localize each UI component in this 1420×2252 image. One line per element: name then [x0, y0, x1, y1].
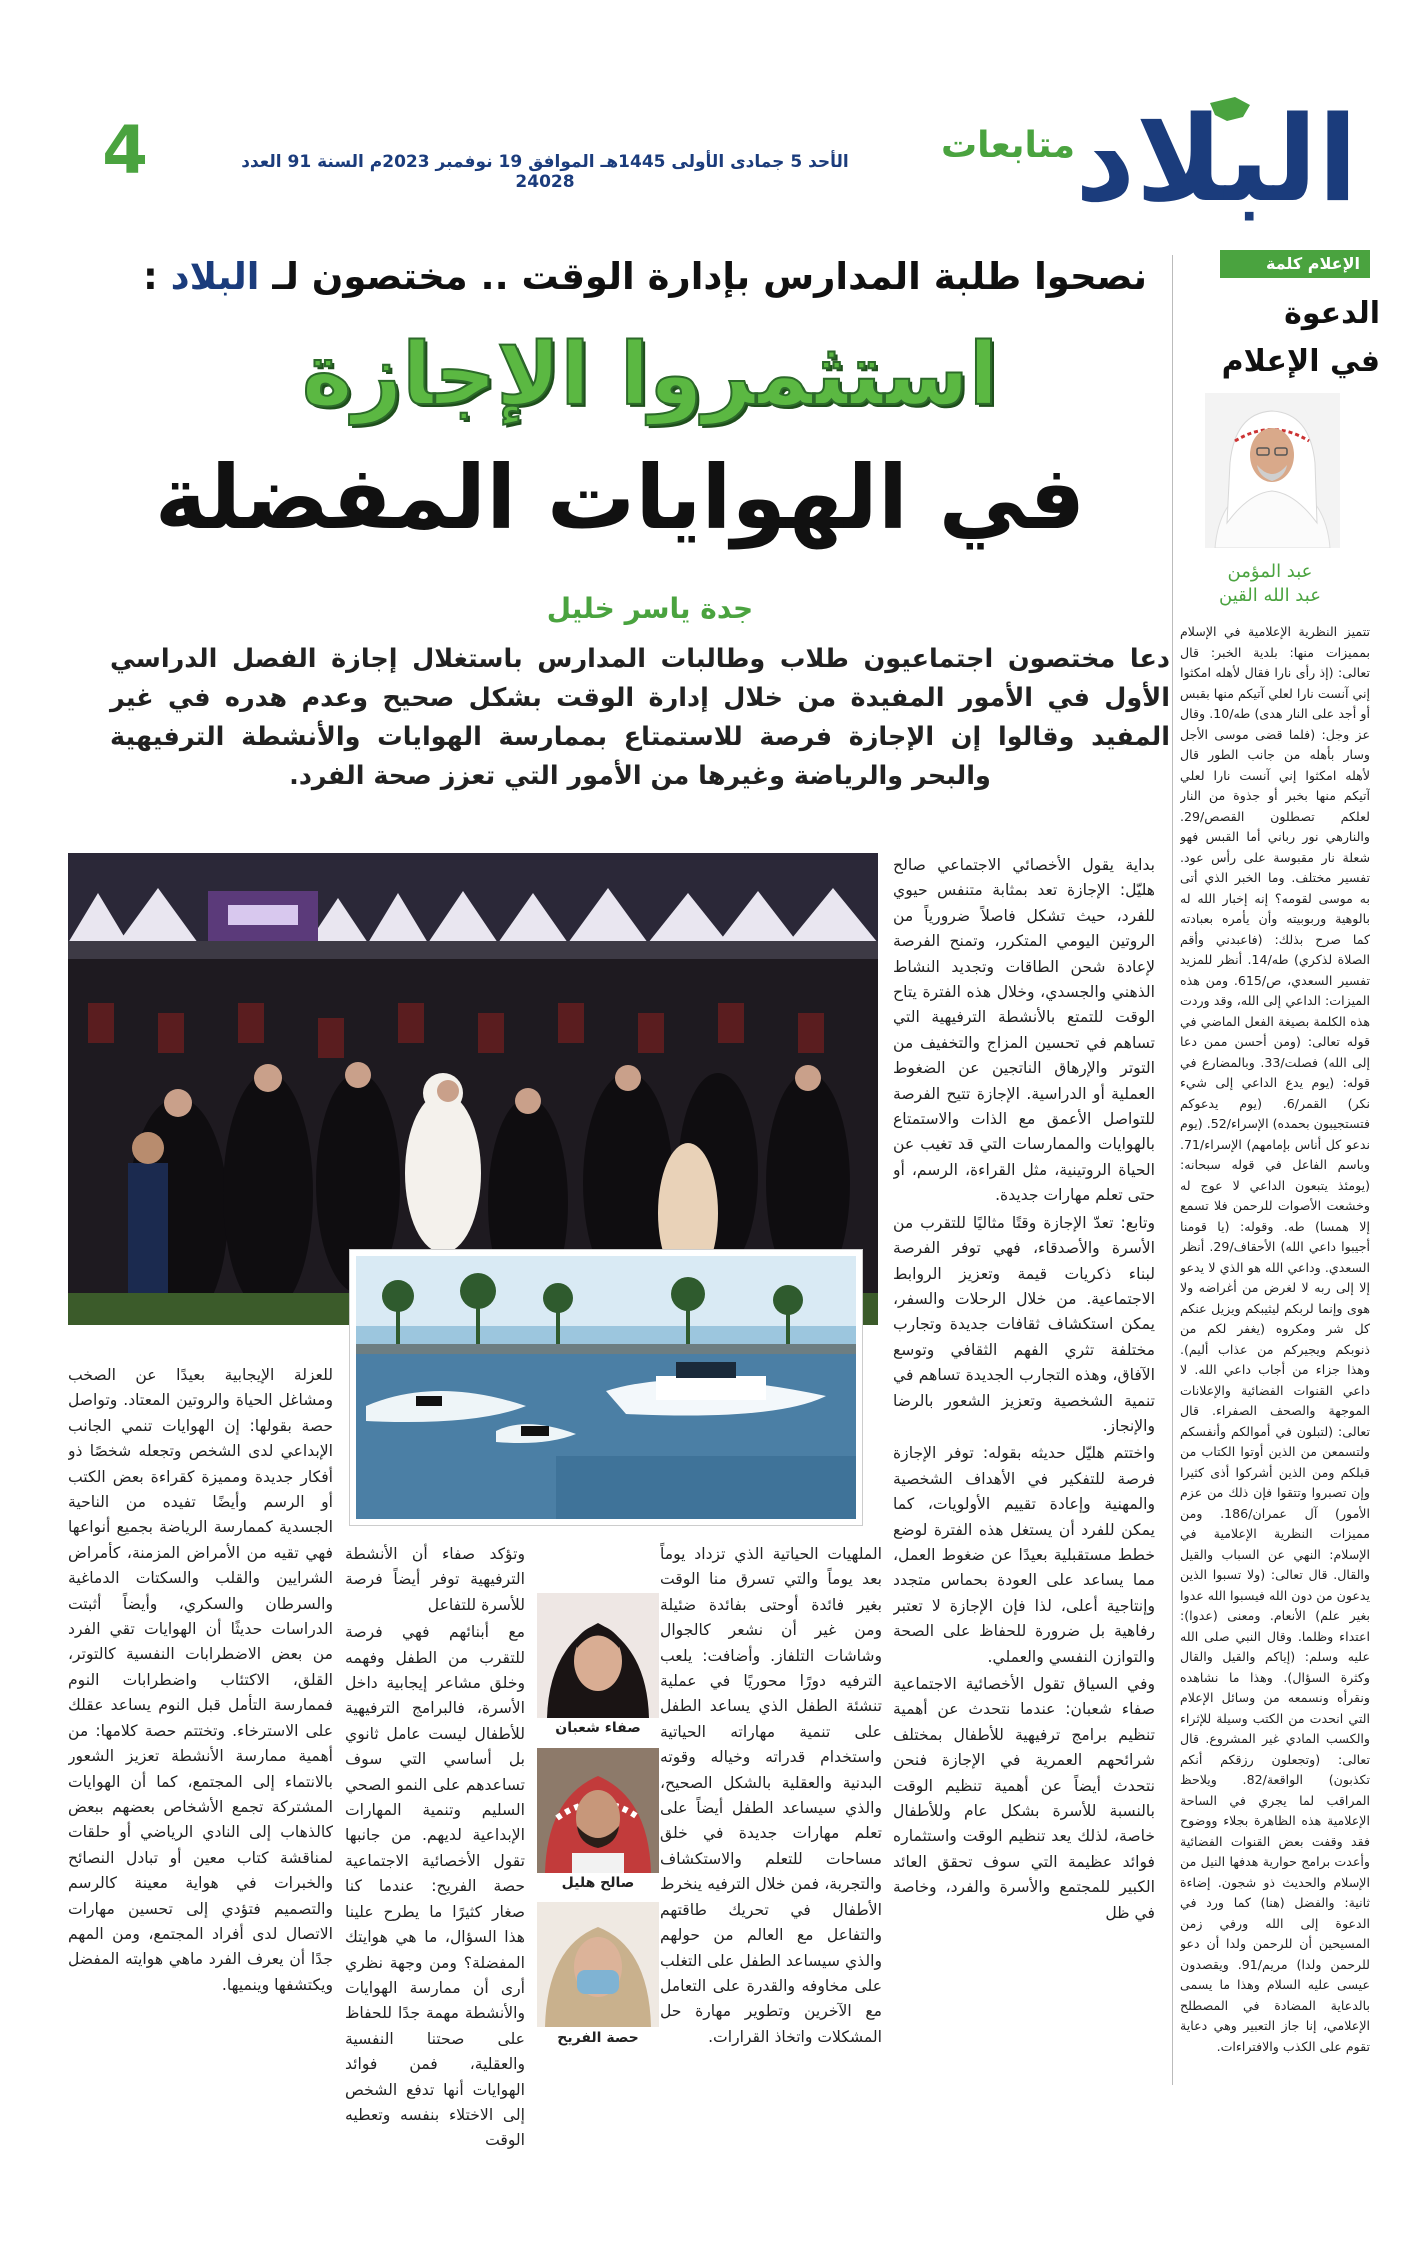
headshot-safaa-shaaban	[537, 1593, 659, 1718]
main-headline-line-1: استثمروا الإجازة	[301, 325, 999, 425]
article-paragraph: وتابع: تعدّ الإجازة وقتًا مثاليًا للتقرب من الأسرة والأصدقاء، فهي توفر الفرصة لبناء ذكريات قيمة وتعزيز الروابط الاجتماعية. من خلال الرحلات والسفر، يمكن استكشاف ثقافات جديدة وتجارب مختلفة تثري الفهم الثقافي وتوسع الآفاق، وهذه التجارب الجديدة تساهم في تنمية الشخصية وتعزيز الشعور بالرضا والإنجاز.	[893, 1213, 1155, 1435]
headshot-hessa-alfuraih	[537, 1902, 659, 2027]
article-paragraph: بداية يقول الأخصائي الاجتماعي صالح هليّل: الإجازة تعد بمثابة متنفس حيوي للفرد، حيث تشكل فاصلاً ضرورياً من الروتين اليومي المتكرر، وتمنح الفرصة لإعادة شحن الطاقات وتجديد النشاط الذهني والجسدي، وخلال هذه الفترة يتاح الوقت للتمتع بالأنشطة الترفيهية التي تساهم في تحسين المزاج والتخفيف من التوتر والإرهاق الناتجين عن الضغوط العملية أو الدراسية. الإجازة تتيح الفرصة للتواصل الأعمق مع الذات والاستمتاع بالهوايات والممارسات التي قد تغيب عن الحياة الروتينية، مثل القراءة، الرسم، أو حتى تعلم مهارات جديدة.	[893, 856, 1155, 1205]
kicker-brand: البلاد	[170, 255, 260, 298]
byline: جدة ياسر خليل	[546, 592, 754, 625]
masthead	[0, 0, 1420, 255]
article-column-4: للعزلة الإيجابية بعيدًا عن الصخب ومشاغل الحياة والروتين المعتاد. وتواصل حصة بقولها: إن الهوايات تنمي الجانب الإبداعي لدى الشخص وتجعله شخصًا ذو أفكار جديدة ومميزة كقراءة بعض الكتب أو الرسم وأيضًا تفيده من الناحية الجسدية كممارسة الرياضة بجميع أنواعها فهي تقيه من الأمراض المزمنة، كأمراض الشرايين والقلب والسكتات الدماغية والسرطان والسكري، وأيضاً أثبتت الدراسات حديثًا أن الهوايات تقي الفرد من بعض الاضطرابات النفسية كالتوتر، القلق، الاكتئاب واضطرابات النوم فممارسة التأمل قبل النوم يساعد عقلك على الاسترخاء. وتختتم حصة كلامها: من أهمية ممارسة الأنشطة تعزيز الشعور بالانتماء إلى المجتمع، كما أن الهوايات المشتركة تجمع الأشخاص بعضهم ببعض كالذهاب إلى النادي الرياضي أو حلقات لمناقشة كتاب معين أو تبادل النصائح والخبرات في هواية معينة كالرسم والتصميم فتؤدي إلى تحسين مهارات الاتصال لدى أفراد المجتمع، ومن المهم جدًا أن يعرف الفرد ماهي هوايته المفضل ويكتشفها وينميها.	[68, 1366, 333, 1994]
column-title	[1180, 290, 1380, 386]
article-column-3-intro: وتؤكد صفاء أن الأنشطة الترفيهية توفر أيضاً فرصة للأسرة للتفاعل	[345, 1545, 525, 1614]
column-title-line-1: الدعوة	[1284, 296, 1380, 331]
column-title-line-2: في الإعلام	[1221, 344, 1380, 379]
issue-date-line: الأحد 5 جمادى الأولى 1445هـ الموافق 19 نوفمبر 2023م السنة 91 العدد 24028	[241, 152, 849, 192]
article-column-3-body: مع أبنائهم فهي فرصة للتقرب من الطفل وفهمه وخلق مشاعر إيجابية داخل الأسرة، فالبرامج الترفيهية للأطفال ليست عامل ثانوي بل أساسي التي سوف تساعدهم على النمو الصحي السليم وتنمية المهارات الإبداعية لديهم. من جانبها تقول الأخصائية الاجتماعية حصة الفريح: عندما كنا صغار كثيرًا ما يطرح علينا هذا السؤال، ما هي هوايتك المفضلة؟ ومن وجهة نظري أرى أن ممارسة الهوايات والأنشطة مهمة جدًا للحفاظ على صحتنا النفسية والعقلية، فمن فوائد الهوايات أنها تدفع الشخص إلى الاختلاء بنفسه وتعطيه الوقت	[345, 1623, 525, 2150]
headshot-caption-1: صفاء شعبان	[555, 1720, 641, 1736]
jetski-boats-photo	[350, 1250, 862, 1525]
lead-paragraph: دعا مختصون اجتماعيون طلاب وطالبات المدارس باستغلال إجازة الفصل الدراسي الأول في الأمور المفيدة من خلال إدارة الوقت بشكل صحيح وعدم هدره في غير المفيد وقالوا إن الإجازة فرصة للاستمتاع بممارسة الهوايات والأنشطة الترفيهية والبحر والرياضة وغيرها من الأمور التي تعزز صحة الفرد.	[110, 644, 1170, 791]
columnist-name-line-1: عبد المؤمن	[1227, 561, 1313, 582]
headshot-caption-2: صالح هليل	[561, 1875, 635, 1891]
article-paragraph: واختتم هليّل حديثه بقوله: توفر الإجازة فرصة للتفكير في الأهداف الشخصية والمهنية وإعادة تقييم الأولويات، كما يمكن للفرد أن يستغل هذه الفترة لوضع خطط مستقبلية بعيدًا عن ضغوط العمل، مما يساعد على العودة بحماس متجدد وإنتاجية أعلى، لذا فإن الإجازة لا تعتبر رفاهية بل ضرورة للحفاظ على الصحة والتوازن النفسي والعملي.	[893, 1444, 1155, 1666]
article-column-3	[345, 1542, 525, 2232]
page-number: 4	[102, 112, 148, 189]
article-paragraph: وفي السياق تقول الأخصائية الاجتماعية صفاء شعبان: عندما نتحدث عن أهمية تنظيم برامج ترفيهية للأطفال بمختلف شرائحهم العمرية في الإجازة فنحن نتحدث أيضاً عن أهمية تنظيم الوقت بالنسبة للأسرة بشكل عام وللأطفال خاصة، لذلك يعد تنظيم الوقت واستثماره فوائد عظيمة التي سوف تحقق العائد الكبير للمجتمع والأسرة والفرد، وخاصة في ظل	[893, 1675, 1155, 1922]
columnist-portrait	[1205, 393, 1340, 548]
column-tag: الإعلام كلمة	[1220, 250, 1370, 278]
column-body: تتميز النظرية الإعلامية في الإسلام بمميزات منها: بلدية الخبر: قال تعالى: (إذ رأى نارا فقال لأهله امكثوا إني آنست نارا لعلي آتيكم منها بقبس أو أجد على النار هدى) طه/10. وقال عز وجل: (فلما قضى موسى الأجل وسار بأهله من جانب الطور قال لأهله امكثوا إني آنست نارا لعلي آتيكم منها بخبر أو جذوة من النار لعلكم تصطلون القصص/29. والنارهي نور رباني أما القبس فهو شعلة نار مقبوسة على رأس عود. تفسير مختلف. وما الخبر الذي أتى به موسى لقومه؟ إنه إخبار الله له بالوهية وربوبيته وأن يأمره بعبادته كما صرح بذلك: (فاعبدني وأقم الصلاة لذكري) طه/14. أنظر للمزيد تفسير السعدي، ص/615. ومن هذه الميزات: الداعي إلى الله، وقد وردت هذه الكلمة بصيغة الفعل الماضي في قوله تعالى: (ومن أحسن ممن دعا إلى الله) فصلت/33. وبالمضارع في قوله: (يوم يدع الداعي إلى شيء نكر) القمر/6. (يوم يدعوكم فتستجيبون بحمده) الإسراء/52. (يوم ندعو كل أناس بإمامهم) الإسراء/71. وباسم الفاعل في قوله سبحانه: (يومئذ يتبعون الداعي لا عوج له وخشعت الأصوات للرحمن فلا تسمع إلا همسا) طه. وقوله: (يا قومنا أجيبوا داعي الله) الأحقاف/29. أنظر السعدي. وداعي الله هو الذي لا يدعو إلا إلى ربه لا لغرض من أغراضه ولا هوى وإنما لربكم ليثيبكم ويزيل عنكم كل شر ومكروه (يغفر لكم من ذنوبكم ويجيركم من عذاب أليم). وهذا جزاء من أجاب داعي الله. لا داعي القنوات الفضائية والإعلانات الموجهة والصحف الصفراء. قال تعالى: (لتبلون في أموالكم وأنفسكم ولتسمعن من الذين أوتوا الكتاب من قبلكم ومن الذين أشركوا أذى كثيرا وإن تصبروا وتتقوا فإن ذلك من عزم الأمور) آل عمران/186. ومن مميزات النظرية الإعلامية في الإسلام: النهي عن السباب والقيل والقال. قال تعالى: (ولا تسبوا الذين يدعون من دون الله فيسبوا الله عدوا بغير علم) الأنعام. ومعنى (عدوا): اعتداء وظلما. وقال النبي صلى الله عليه وسلم: (إياكم والقيل والقال وكثرة السؤال). وهذا ما نشاهده ونقرأه ونسمعه من وسائل الإعلام التي انحدت من الكتب وسيلة للإثراء والكسب المادي غير المشروع. قال تعالى: (وتجعلون رزقكم أنكم تكذبون) الواقعة/82. ويلاحظ المراقب لما يجري في الساحة الإعلامية هذه الظاهرة بجلاء ووضوح فقد وقفت بعض القنوات الفضائية وأعدت برامج حوارية هدفها النيل من الإسلام والحديث ذو شجون. إضاءة ثانية: والفضل (هنا) كما ورد في الدعوة إلى الله ورفي زمن المسيحين أن للرحمن ولدا أن دعو للرحمن ولدا) مريم/91. ويقصدون عيسى عليه السلام وهذا ما يسمى بالدعاية المضادة في المصطلح الإعلامي، إنا جاز التعبير وهي دعاية تقوم على الكذب والافتراءات.	[1180, 624, 1370, 2054]
column-divider	[1172, 255, 1173, 2085]
columnist-name	[1185, 560, 1355, 608]
logo-wordmark: البلاد	[1074, 90, 1358, 228]
section-name: متابعات	[940, 125, 1075, 166]
kicker-text: نصحوا طلبة المدارس بإدارة الوقت .. مختصون لـ	[272, 255, 1148, 298]
headshot-caption-3: حصة الفريح	[557, 2030, 639, 2046]
headshot-saleh-hulail	[537, 1748, 659, 1873]
article-column-1	[893, 853, 1155, 2233]
columnist-name-line-2: عبد الله القين	[1219, 585, 1321, 606]
kicker-headline	[120, 255, 1170, 298]
article-column-2: الملهيات الحياتية الذي تزداد يوماً بعد يوماً والتي تسرق منا الوقت بغير فائدة أوحتى بفائدة ضئيلة ومن غير أن نشعر كالجوال وشاشات التلفاز. وأضافت: يلعب الترفيه دورًا محوريًا في عملية تنشئة الطفل الذي يساعد الطفل على تنمية مهاراته الحياتية واستخدام قدراته وخياله وقوته البدنية والعقلية بالشكل الصحيح، والذي سيساعد الطفل أيضاً على تعلم مهارات جديدة في خلق مساحات للتعلم والاستكشاف والتجربة، فمن خلال الترفيه ينخرط الأطفال في تحريك طاقتهم والتفاعل مع العالم من حولهم والذي سيساعد الطفل على التغلب على مخاوفه والقدرة على التعامل مع الآخرين وتطوير مهارة حل المشكلات واتخاذ القرارات.	[660, 1545, 882, 2046]
kicker-colon: :	[142, 255, 158, 298]
main-headline-line-2: في الهوايات المفضلة	[154, 446, 1086, 549]
